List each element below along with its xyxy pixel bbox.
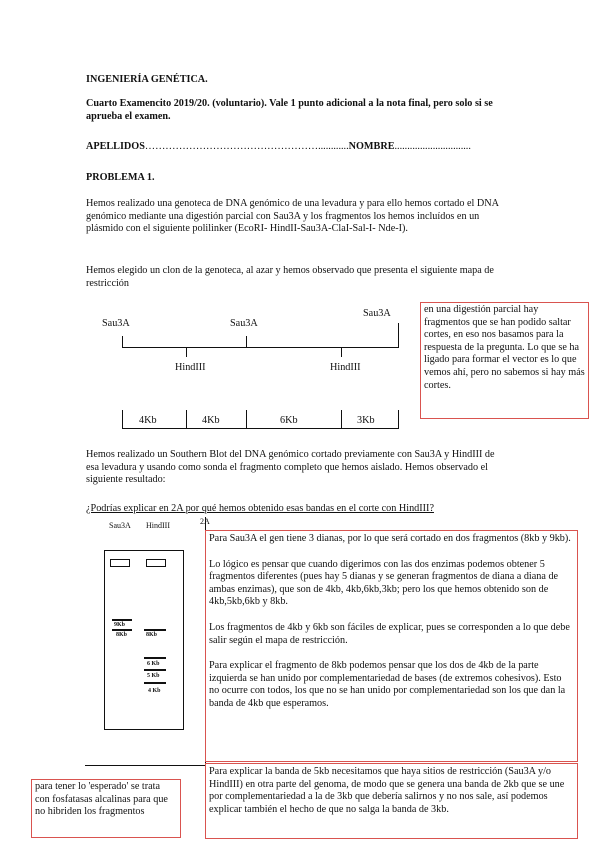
band-9kb [112, 619, 132, 621]
answer-box [205, 530, 578, 762]
segment-divider [186, 410, 187, 428]
band-8kb-sau3a [112, 629, 132, 631]
nombre-label: NOMBRE [348, 141, 395, 152]
intro-paragraph-2: Hemos elegido un clon de la genoteca, al azar y hemos observado que presenta el siguiente mapa de restricción [86, 265, 494, 289]
label-2a: 2A [200, 517, 210, 526]
band-label-6kb: 6 Kb [147, 661, 160, 667]
site-label-sau3a-2: Sau3A [230, 318, 258, 329]
hind-tick-1 [186, 347, 187, 357]
segment-label-3: 6Kb [280, 415, 298, 426]
nombre-field[interactable]: .............................. [394, 141, 471, 152]
segment-label-4: 3Kb [357, 415, 375, 426]
band-label-4kb: 4 Kb [148, 688, 161, 694]
segment-label-2: 4Kb [202, 415, 220, 426]
answer-paragraph-1: Para Sau3A el gen tiene 3 dianas, por lo que será cortado en dos fragmentos (8kb y 9kb). [209, 533, 571, 544]
site-label-sau3a-3: Sau3A [363, 308, 391, 319]
lane-label-sau3a: Sau3A [109, 521, 131, 530]
apellidos-label: APELLIDOS [86, 141, 145, 152]
band-label-5kb: 5 Kb [147, 673, 160, 679]
segment-divider [122, 410, 123, 428]
hind-tick-2 [341, 347, 342, 357]
lane-label-hindiii: HindIII [146, 521, 170, 530]
site-label-sau3a-1: Sau3A [102, 318, 130, 329]
site-tick-3 [398, 323, 399, 348]
segment-baseline [122, 428, 399, 429]
answer-paragraph-4: Para explicar el fragmento de 8kb podemos pensar que los dos de 4kb de la parte izquierda se han unido por complementariedad de bases (de extremos cohesivos). Esto no ocurre con todos, los que no se han unido por complementariedad son los que dan la banda de 4kb que esperamos. [209, 660, 566, 709]
segment-divider [341, 410, 342, 428]
well-sau3a [110, 559, 130, 567]
well-hindiii [146, 559, 166, 567]
gel-box [104, 550, 184, 730]
segment-label-1: 4Kb [139, 415, 157, 426]
band-5kb [144, 669, 166, 671]
band-label-9kb: 9Kb [114, 622, 126, 628]
comment-partial-digestion: en una digestión parcial hay fragmentos que se han podido saltar cortes, en eso nos basamos para la respuesta de la pregunta. Lo que se ha ligado para formar el vector es lo que vemos ahí, pero no sabemos si hay más cortes. [420, 302, 589, 419]
answer-box-2: Para explicar la banda de 5kb necesitamos que haya sitios de restricción (Sau3A y/o HindIII) en otra parte del genoma, de modo que se genera una banda de 2kb que se une por complementariedad a la de 3kb que debería salirnos y no nos sale, así podemos explicar también el hecho de que no salga la banda de 3kb. [205, 763, 578, 839]
answer-paragraph-3: Los fragmentos de 4kb y 6kb son fáciles de explicar, pues se corresponden a lo que debe salir según el mapa de restricción. [209, 621, 570, 646]
apellidos-field[interactable]: ……………………………………………............ [144, 141, 349, 152]
name-line [86, 141, 516, 154]
band-label-8kb-right: 8Kb [146, 632, 158, 638]
answer-paragraph-2: Lo lógico es pensar que cuando digerimos con las dos enzimas podemos obtener 5 fragmentos diferentes (pues hay 5 dianas y se generan fragmentos de diana a diana de ambas enzimas), que son de 4kb, 4kb,6kb,3kb; pero los que hemos obtenido son de 4kb,5kb,6kb y 8kb. [209, 558, 559, 608]
segment-divider [246, 410, 247, 428]
band-label-8kb-left: 8Kb [116, 632, 128, 638]
intro-paragraph: Hemos realizado una genoteca de DNA genómico de una levadura y para ello hemos cortado el DNA genómico mediante una digestión parcial con Sau3A y los fragmentos los hemos incluídos en un plásmido con el siguiente polilinker (EcoRI- HindII-Sau3A-ClaI-Sal-I- Nde-I). [86, 198, 499, 235]
site-label-hindiii-1: HindIII [175, 362, 206, 373]
map-line [122, 347, 399, 348]
site-label-hindiii-2: HindIII [330, 362, 361, 373]
band-4kb [144, 682, 166, 684]
segment-divider [398, 410, 399, 428]
band-6kb [144, 657, 166, 659]
problem-title: PROBLEMA 1. [86, 172, 155, 183]
question-2a: ¿Podrías explicar en 2A por qué hemos obtenido esas bandas en el corte con HindIII? [86, 503, 434, 514]
band-8kb-hindiii [144, 629, 166, 631]
comment-phosphatase: para tener lo 'esperado' se trata con fosfatasas alcalinas para que no hibriden los fragmentos [31, 779, 181, 838]
southern-paragraph: Hemos realizado un Southern Blot del DNA genómico cortado previamente con Sau3A y HindIII de esa levadura y usando como sonda el fragmento completo que hemos aislado. Hemos observado el siguiente resultado: [86, 449, 495, 486]
doc-title: INGENIERÍA GENÉTICA. [86, 74, 208, 85]
exam-line: Cuarto Examencito 2019/20. (voluntario). Vale 1 punto adicional a la nota final, pero solo si se aprueba el examen. [86, 98, 493, 122]
